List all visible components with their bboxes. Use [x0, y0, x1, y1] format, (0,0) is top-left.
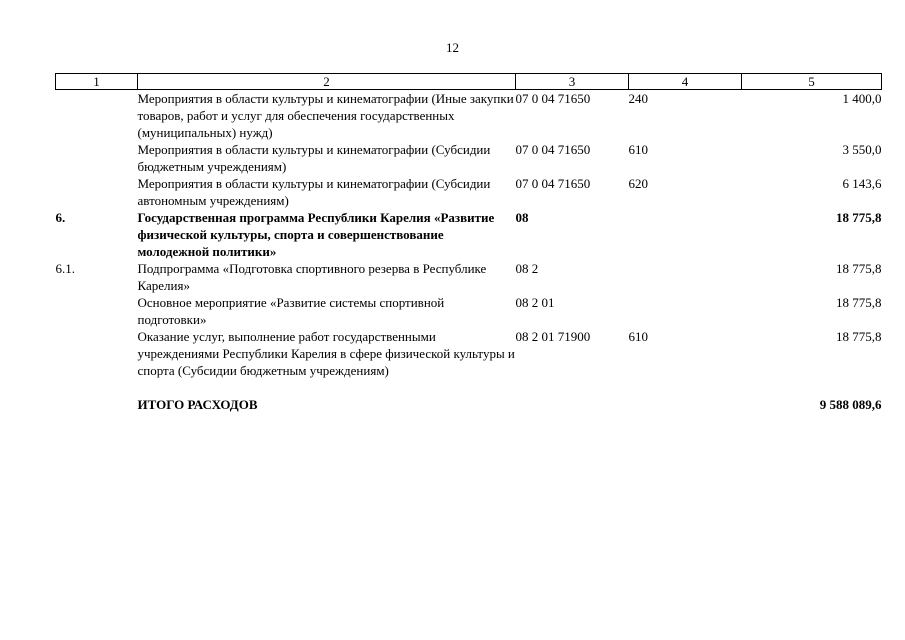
- page-number: 12: [446, 40, 459, 55]
- row-expense-type: [629, 294, 742, 328]
- row-code: 07 0 04 71650: [515, 91, 591, 106]
- table-row: [56, 260, 882, 294]
- row-code: 08 2 01 71900: [515, 329, 591, 344]
- table-row: [56, 175, 882, 209]
- row-expense-type: 610: [628, 142, 648, 157]
- row-number: [56, 294, 138, 328]
- row-expense-type: 240: [628, 91, 648, 106]
- row-name: Мероприятия в области культуры и кинематографии (Субсидии автономным учреждениям): [137, 176, 491, 208]
- row-name: Основное мероприятие «Развитие системы спортивной подготовки»: [137, 295, 445, 327]
- row-number: [56, 141, 138, 175]
- row-amount: 18 775,8: [836, 295, 882, 310]
- header-col-2: 2: [138, 74, 516, 90]
- header-col-1: 1: [56, 74, 138, 90]
- row-number: 6.1.: [55, 261, 75, 276]
- total-amount: 9 588 089,6: [819, 397, 882, 412]
- table-row: [56, 90, 882, 142]
- row-name: Подпрограмма «Подготовка спортивного резерва в Республике Карелия»: [137, 261, 487, 293]
- row-expense-type: 620: [628, 176, 648, 191]
- row-number: [56, 328, 138, 379]
- spacer-row: [56, 379, 882, 396]
- row-amount: 1 400,0: [842, 91, 882, 106]
- row-expense-type: [629, 209, 742, 260]
- row-code: 08 2 01: [515, 295, 555, 310]
- row-name: Мероприятия в области культуры и кинематографии (Субсидии бюджетным учреждениям): [137, 142, 491, 174]
- table-row: [56, 328, 882, 379]
- header-col-3: 3: [516, 74, 629, 90]
- row-name: Оказание услуг, выполнение работ государственными учреждениями Республики Карелия в сфере физической культуры и спорта (Субсидии бюджетным учреждениям): [137, 329, 515, 378]
- row-amount: 18 775,8: [836, 210, 882, 225]
- row-amount: 6 143,6: [842, 176, 882, 191]
- row-code: 07 0 04 71650: [515, 142, 591, 157]
- header-row: [56, 74, 882, 90]
- header-col-4: 4: [629, 74, 742, 90]
- row-code: 07 0 04 71650: [515, 176, 591, 191]
- row-expense-type: 610: [628, 329, 648, 344]
- budget-table: [55, 73, 882, 413]
- table-row: [56, 209, 882, 260]
- row-number: [56, 175, 138, 209]
- row-amount: 3 550,0: [842, 142, 882, 157]
- table-row: [56, 294, 882, 328]
- row-amount: 18 775,8: [836, 329, 882, 344]
- row-code: 08: [515, 210, 529, 225]
- row-amount: 18 775,8: [836, 261, 882, 276]
- row-number: 6.: [55, 210, 66, 225]
- row-number: [56, 90, 138, 142]
- row-name: Государственная программа Республики Карелия «Развитие физической культуры, спорта и совершенствование молодежной политики»: [137, 210, 495, 259]
- table-row: [56, 141, 882, 175]
- total-label: ИТОГО РАСХОДОВ: [137, 397, 258, 412]
- row-name: Мероприятия в области культуры и кинематографии (Иные закупки товаров, работ и услуг для обеспечения государственных (муниципальных) нужд): [137, 91, 514, 140]
- total-row: [56, 396, 882, 413]
- row-code: 08 2: [515, 261, 539, 276]
- header-col-5: 5: [742, 74, 882, 90]
- row-expense-type: [629, 260, 742, 294]
